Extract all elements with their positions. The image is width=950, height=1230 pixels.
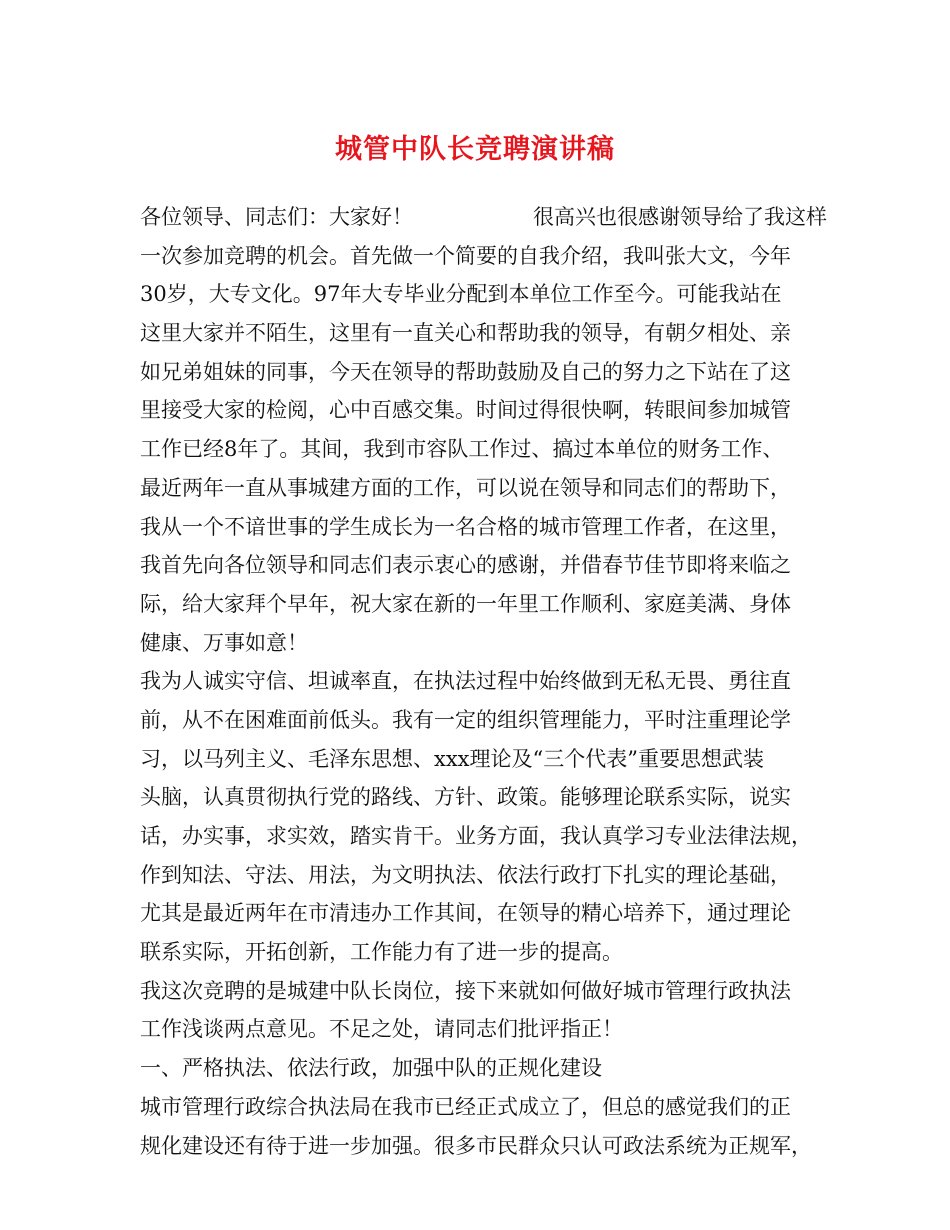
document-title: 城管中队长竞聘演讲稿 [335, 134, 615, 165]
text-line: 城市管理行政综合执法局在我市已经正式成立了，但总的感觉我们的正 [140, 1094, 791, 1119]
text-line: 我这次竞聘的是城建中队长岗位，接下来就如何做好城市管理行政执法 [140, 978, 791, 1003]
text-line: 我从一个不谙世事的学生成长为一名合格的城市管理工作者，在这里， [140, 514, 791, 539]
section-heading: 一、严格执法、依法行政，加强中队的正规化建设 [140, 1056, 602, 1081]
text-line: 我为人诚实守信、坦诚率直，在执法过程中始终做到无私无畏、勇往直 [140, 669, 791, 694]
text-line: 头脑，认真贯彻执行党的路线、方针、政策。能够理论联系实际，说实 [140, 785, 791, 810]
document-body [140, 198, 827, 1165]
text-line: 里接受大家的检阅，心中百感交集。时间过得很快啊，转眼间参加城管 [140, 398, 791, 423]
text-line: 作到知法、守法、用法，为文明执法、依法行政打下扎实的理论基础， [140, 862, 791, 887]
text-line: 工作浅谈两点意见。不足之处，请同志们批评指正！ [140, 1017, 623, 1042]
text-line: 工作已经8年了。其间，我到市容队工作过、搞过本单位的财务工作、 [140, 437, 784, 462]
text-line: 联系实际，开拓创新，工作能力有了进一步的提高。 [140, 940, 623, 965]
text-line: 如兄弟姐妹的同事，今天在领导的帮助鼓励及自己的努力之下站在了这 [140, 359, 791, 384]
text-line: 际，给大家拜个早年，祝大家在新的一年里工作顺利、家庭美满、身体 [140, 591, 791, 616]
text-line: 健康、万事如意！ [140, 630, 308, 655]
text-line: 习，以马列主义、毛泽东思想、xxx理论及“三个代表”重要思想武装 [140, 746, 764, 771]
greeting-text: 各位领导、同志们：大家好！ [140, 205, 413, 229]
text-line: 尤其是最近两年在市清违办工作其间，在领导的精心培养下，通过理论 [140, 901, 791, 926]
text-line: 前，从不在困难面前低头。我有一定的组织管理能力，平时注重理论学 [140, 707, 791, 732]
text-line: 最近两年一直从事城建方面的工作，可以说在领导和同志们的帮助下， [140, 475, 791, 500]
text-line-content: 很高兴也很感谢领导给了我这样 [533, 205, 827, 229]
text-line: 30岁，大专文化。97年大专毕业分配到本单位工作至今。可能我站在 [140, 282, 782, 307]
text-line: 规化建设还有待于进一步加强。很多市民群众只认可政法系统为正规军， [140, 1133, 812, 1158]
text-line: 一次参加竞聘的机会。首先做一个简要的自我介绍，我叫张大文，今年 [140, 243, 791, 268]
text-line [140, 198, 827, 237]
text-line: 这里大家并不陌生，这里有一直关心和帮助我的领导，有朝夕相处、亲 [140, 321, 791, 346]
text-line: 我首先向各位领导和同志们表示衷心的感谢，并借春节佳节即将来临之 [140, 553, 791, 578]
text-line: 话，办实事，求实效，踏实肯干。业务方面，我认真学习专业法律法规， [140, 824, 812, 848]
